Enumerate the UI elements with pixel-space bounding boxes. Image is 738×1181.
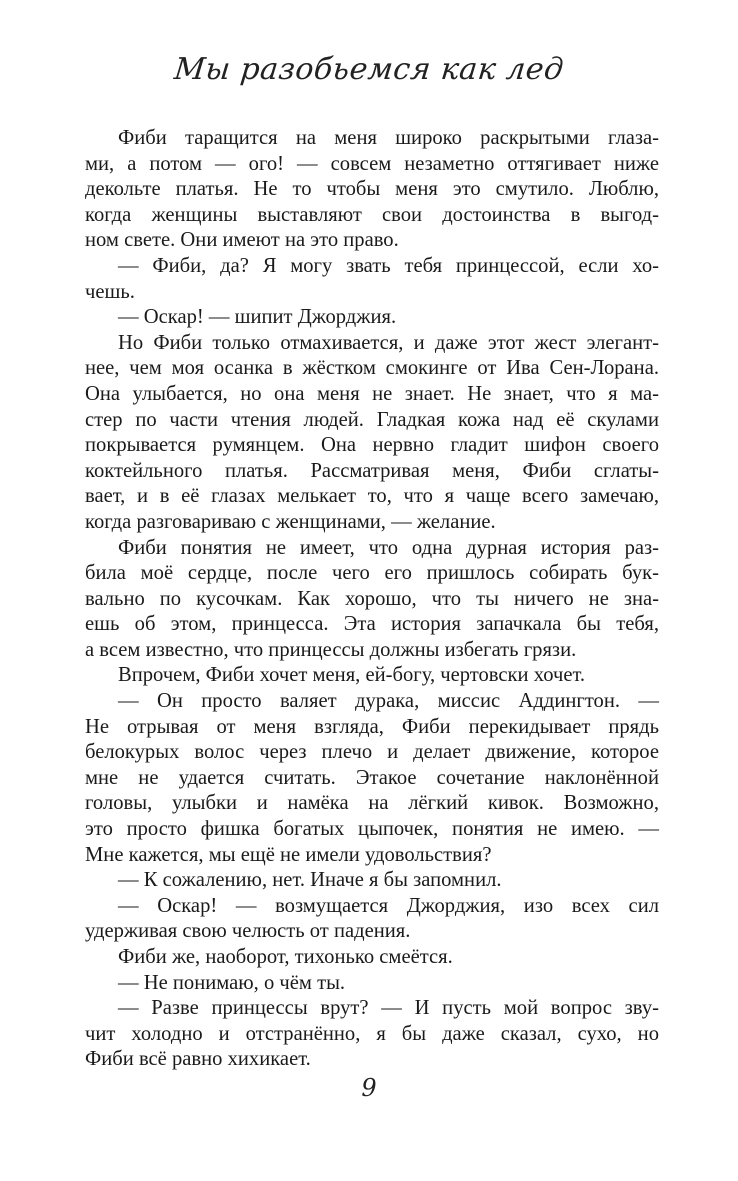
paragraph xyxy=(85,945,659,971)
paragraph xyxy=(85,331,659,536)
text-line: ешь об этом, принцесса. Эта история запачкала бы тебя, xyxy=(85,613,659,636)
text-line: — Оскар! — шипит Джорджия. xyxy=(118,306,397,329)
text-line: это просто фишка богатых цыпочек, понятия не имею. — xyxy=(85,818,659,841)
running-title: Мы разобьемся как лед xyxy=(172,52,566,87)
text-line: удерживая свою челюсть от падения. xyxy=(85,920,411,943)
text-line: — Оскар! — возмущается Джорджия, изо всех сил xyxy=(118,894,659,917)
text-line: ми, а потом — ого! — совсем незаметно оттягивает ниже xyxy=(85,152,659,175)
page-number: 9 xyxy=(361,1074,377,1102)
paragraph xyxy=(85,996,659,1073)
paragraph xyxy=(85,126,659,254)
text-line: вально по кусочкам. Как хорошо, что ты ничего не зна- xyxy=(85,587,659,610)
paragraph xyxy=(85,894,659,945)
body-text xyxy=(85,126,659,1073)
text-line: а всем известно, что принцессы должны избегать грязи. xyxy=(85,638,577,661)
text-line: когда разговариваю с женщинами, — желание. xyxy=(85,510,496,533)
text-line: Но Фиби только отмахивается, и даже этот жест элегант- xyxy=(118,331,659,354)
text-line: вает, и в её глазах мелькает то, что я чаще всего замечаю, xyxy=(85,485,659,508)
text-line: — Не понимаю, о чём ты. xyxy=(118,971,346,994)
paragraph xyxy=(85,305,659,331)
text-line: — К сожалению, нет. Иначе я бы запомнил. xyxy=(118,869,502,892)
text-line: — Фиби, да? Я могу звать тебя принцессой, если хо- xyxy=(118,254,659,277)
text-line: чит холодно и отстранённо, я бы даже сказал, сухо, но xyxy=(85,1022,659,1045)
paragraph xyxy=(85,663,659,689)
text-line: когда женщины выставляют свои достоинства в выгод- xyxy=(85,203,659,226)
text-line: Не отрывая от меня взгляда, Фиби перекидывает прядь xyxy=(85,715,659,738)
text-line: — Он просто валяет дурака, миссис Аддингтон. — xyxy=(118,690,659,713)
paragraph xyxy=(85,536,659,664)
text-line: мне не удается считать. Этакое сочетание наклонённой xyxy=(85,766,659,789)
text-line: Фиби понятия не имеет, что одна дурная история раз- xyxy=(118,536,659,559)
paragraph xyxy=(85,254,659,305)
text-line: покрывается румянцем. Она нервно гладит шифон своего xyxy=(85,434,659,457)
text-line: Фиби всё равно хихикает. xyxy=(85,1048,311,1071)
paragraph xyxy=(85,868,659,894)
text-line: Мне кажется, мы ещё не имели удовольствия? xyxy=(85,843,492,866)
text-line: головы, улыбки и намёка на лёгкий кивок. Возможно, xyxy=(85,792,659,815)
text-line: Она улыбается, но она меня не знает. Не знает, что я ма- xyxy=(85,382,659,405)
paragraph xyxy=(85,689,659,868)
text-line: Фиби же, наоборот, тихонько смеётся. xyxy=(118,946,453,968)
text-line: белокурых волос через плечо и делает движение, которое xyxy=(85,741,659,764)
paragraph xyxy=(85,971,659,997)
text-line: — Разве принцессы врут? — И пусть мой вопрос зву- xyxy=(118,997,659,1020)
text-line: била моё сердце, после чего его пришлось собирать бук- xyxy=(85,562,659,585)
text-line: стер по части чтения людей. Гладкая кожа над её скулами xyxy=(85,408,659,431)
text-line: декольте платья. Не то чтобы меня это смутило. Люблю, xyxy=(85,178,659,201)
text-line: чешь. xyxy=(85,280,135,303)
text-line: нее, чем моя осанка в жёстком смокинге от Ива Сен-Лорана. xyxy=(85,357,659,380)
text-line: коктейльного платья. Рассматривая меня, Фиби сглаты- xyxy=(85,459,659,482)
text-line: Фиби таращится на меня широко раскрытыми глаза- xyxy=(118,127,659,149)
text-line: ном свете. Они имеют на это право. xyxy=(85,229,399,252)
text-line: Впрочем, Фиби хочет меня, ей-богу, чертовски хочет. xyxy=(118,664,586,687)
